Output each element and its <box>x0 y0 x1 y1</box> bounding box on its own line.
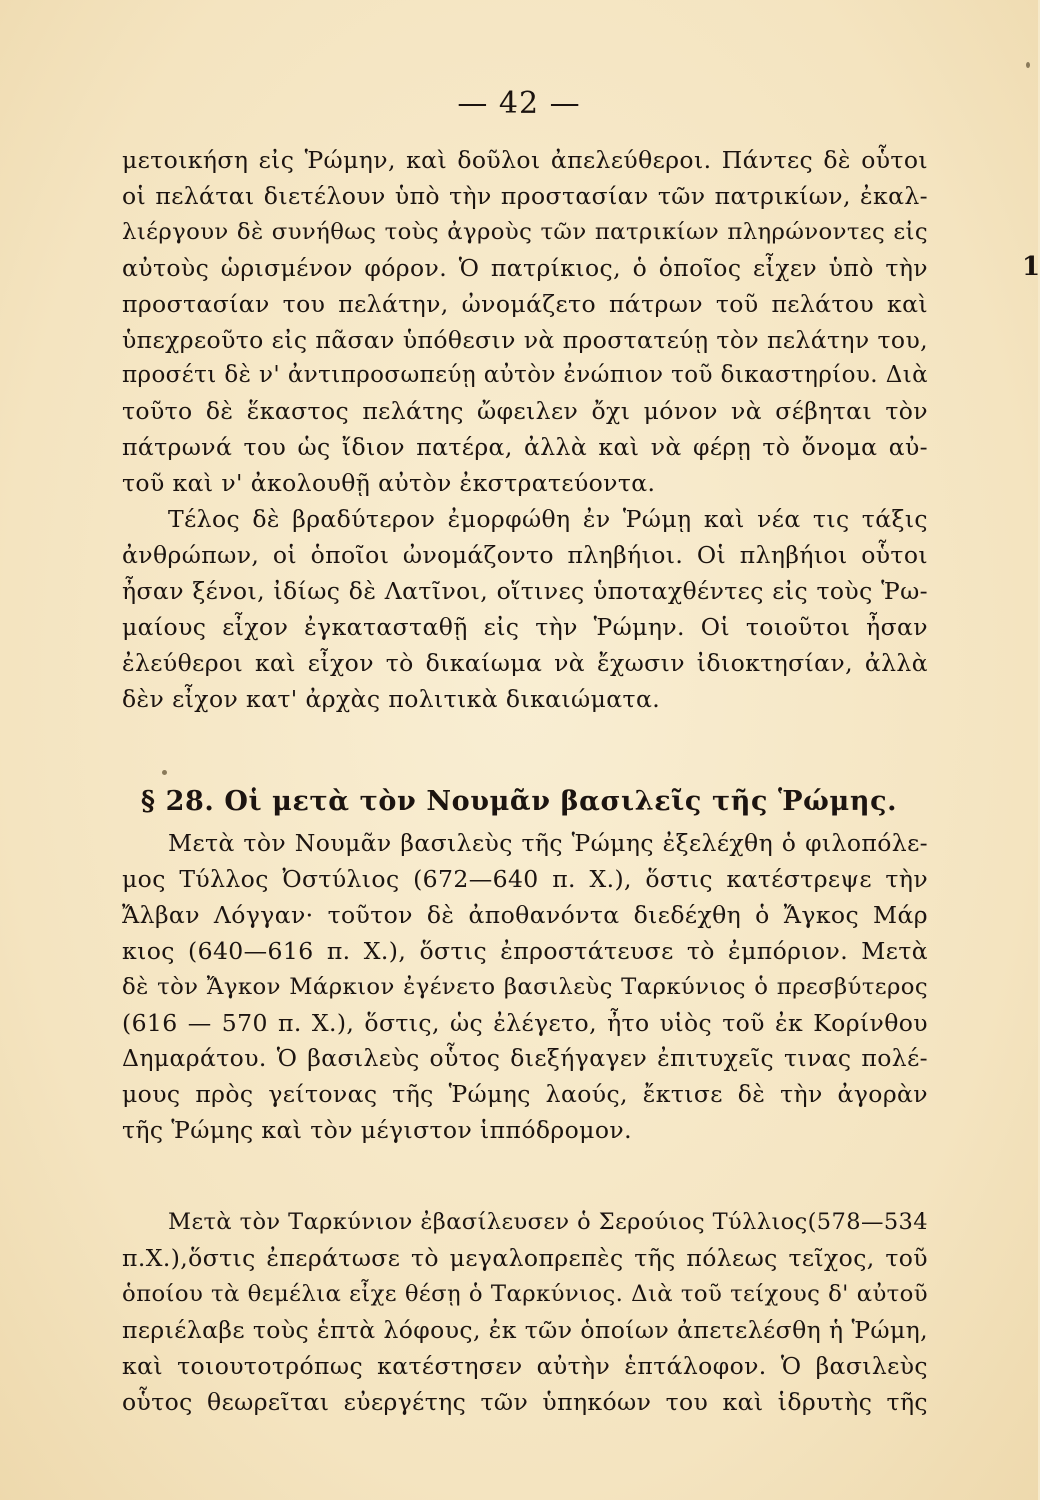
text-line: Δημαράτου. Ὁ βασιλεὺς οὗτος διεξήγαγεν ἐπιτυχεῖς τινας πολέ- <box>122 1044 928 1073</box>
text-line: π.Χ.),ὅστις ἐπεράτωσε τὸ μεγαλοπρεπὲς τῆς πόλεως τεῖχος, τοῦ <box>122 1243 928 1272</box>
text-line: Μετὰ τὸν Ταρκύνιον ἐβασίλευσεν ὁ Σερούιος Τύλλιος(578—534 <box>168 1209 928 1235</box>
text-line: οὗτος θεωρεῖται εὐεργέτης τῶν ὑπηκόων του καὶ ἱδρυτὴς τῆς <box>122 1387 928 1416</box>
text-line: τοῦ καὶ ν' ἀκολουθῇ αὐτὸν ἐκστρατεύοντα. <box>122 469 656 498</box>
text-line: μαίους εἶχον ἐγκατασταθῇ εἰς τὴν Ῥώμην. Οἱ τοιοῦτοι ἦσαν <box>122 612 928 641</box>
text-block-top <box>122 143 928 718</box>
paper-stain <box>1026 62 1030 68</box>
text-line: ὁποίου τὰ θεμέλια εἶχε θέσῃ ὁ Ταρκύνιος. Διὰ τοῦ τείχους δ' αὐτοῦ <box>122 1280 928 1307</box>
paragraph-kings <box>122 826 928 1149</box>
section-heading: § 28. Οἱ μετὰ τὸν Νουμᾶν βασιλεῖς τῆς Ῥώμης. <box>140 786 898 817</box>
text-line: αὐτοὺς ὡρισμένον φόρον. Ὁ πατρίκιος, ὁ ὁποῖος εἶχεν ὑπὸ τὴν <box>122 253 928 282</box>
margin-mark: 1 <box>1022 252 1040 282</box>
text-line: καὶ τοιουτοτρόπως κατέστησεν αὐτὴν ἑπτάλοφον. Ὁ βασιλεὺς <box>122 1351 928 1380</box>
text-line: ἐλεύθεροι καὶ εἶχον τὸ δικαίωμα νὰ ἔχωσιν ἰδιοκτησίαν, ἀλλὰ <box>122 648 928 677</box>
text-line: Ἄλβαν Λόγγαν· τοῦτον δὲ ἀποθανόντα διεδέχθη ὁ Ἄγκος Μάρ <box>122 900 928 929</box>
text-line: περιέλαβε τοὺς ἑπτὰ λόφους, ἐκ τῶν ὁποίων ἀπετελέσθη ἡ Ῥώμη, <box>122 1315 928 1344</box>
text-line: οἱ πελάται διετέλουν ὑπὸ τὴν προστασίαν τῶν πατρικίων, ἐκαλ- <box>122 181 928 210</box>
text-line: ἦσαν ξένοι, ἰδίως δὲ Λατῖνοι, οἵτινες ὑποταχθέντες εἰς τοὺς Ῥω- <box>122 576 928 605</box>
paragraph-clients <box>122 143 928 502</box>
text-line: πάτρωνά του ὡς ἴδιον πατέρα, ἀλλὰ καὶ νὰ φέρῃ τὸ ὄνομα αὐ- <box>122 433 928 462</box>
text-line: λιέργουν δὲ συνήθως τοὺς ἀγροὺς τῶν πατρικίων πληρώνοντες εἰς <box>122 218 928 245</box>
page-number: — 42 — <box>457 86 581 121</box>
text-line: δὲν εἶχον κατ' ἀρχὰς πολιτικὰ δικαιώματα. <box>122 684 661 713</box>
text-line: Μετὰ τὸν Νουμᾶν βασιλεὺς τῆς Ῥώμης ἐξελέχθη ὁ φιλοπόλε- <box>168 829 928 857</box>
text-line: προστασίαν του πελάτην, ὠνομάζετο πάτρων τοῦ πελάτου καὶ <box>122 289 928 318</box>
text-line: τῆς Ῥώμης καὶ τὸν μέγιστον ἱππόδρομον. <box>122 1116 632 1145</box>
text-line: μος Τύλλος Ὀστύλιος (672—640 π. Χ.), ὅστις κατέστρεψε τὴν <box>122 864 928 893</box>
text-line: μους πρὸς γείτονας τῆς Ῥώμης λαούς, ἔκτισε δὲ τὴν ἀγορὰν <box>122 1080 928 1109</box>
text-line: τοῦτο δὲ ἕκαστος πελάτης ὤφειλεν ὄχι μόνον νὰ σέβηται τὸν <box>122 397 928 426</box>
text-line: ὑπεχρεοῦτο εἰς πᾶσαν ὑπόθεσιν νὰ προστατεύῃ τὸν πελάτην του, <box>122 325 928 354</box>
text-line: (616 — 570 π. Χ.), ὅστις, ὡς ἐλέγετο, ἦτο υἱὸς τοῦ ἐκ Κορίνθου <box>122 1008 928 1037</box>
text-line: προσέτι δὲ ν' ἀντιπροσωπεύῃ αὐτὸν ἐνώπιον τοῦ δικαστηρίου. Διὰ <box>122 362 929 389</box>
text-line: κιος (640—616 π. Χ.), ὅστις ἐπροστάτευσε τὸ ἐμπόριον. Μετὰ <box>122 936 928 965</box>
paper-stain <box>162 770 167 775</box>
text-line: Τέλος δὲ βραδύτερον ἐμορφώθη ἐν Ῥώμῃ καὶ νέα τις τάξις <box>168 505 928 534</box>
paragraph-servius <box>122 1205 928 1420</box>
text-line: μετοικήση εἰς Ῥώμην, καὶ δοῦλοι ἀπελεύθεροι. Πάντες δὲ οὗτοι <box>122 146 928 174</box>
paragraph-plebeians <box>122 502 928 717</box>
text-line: δὲ τὸν Ἄγκον Μάρκιον ἐγένετο βασιλεὺς Ταρκύνιος ὁ πρεσβύτερος <box>122 973 928 1000</box>
text-line: ἀνθρώπων, οἱ ὁποῖοι ὠνομάζοντο πληβήιοι. Οἱ πληβήιοι οὗτοι <box>122 540 928 569</box>
